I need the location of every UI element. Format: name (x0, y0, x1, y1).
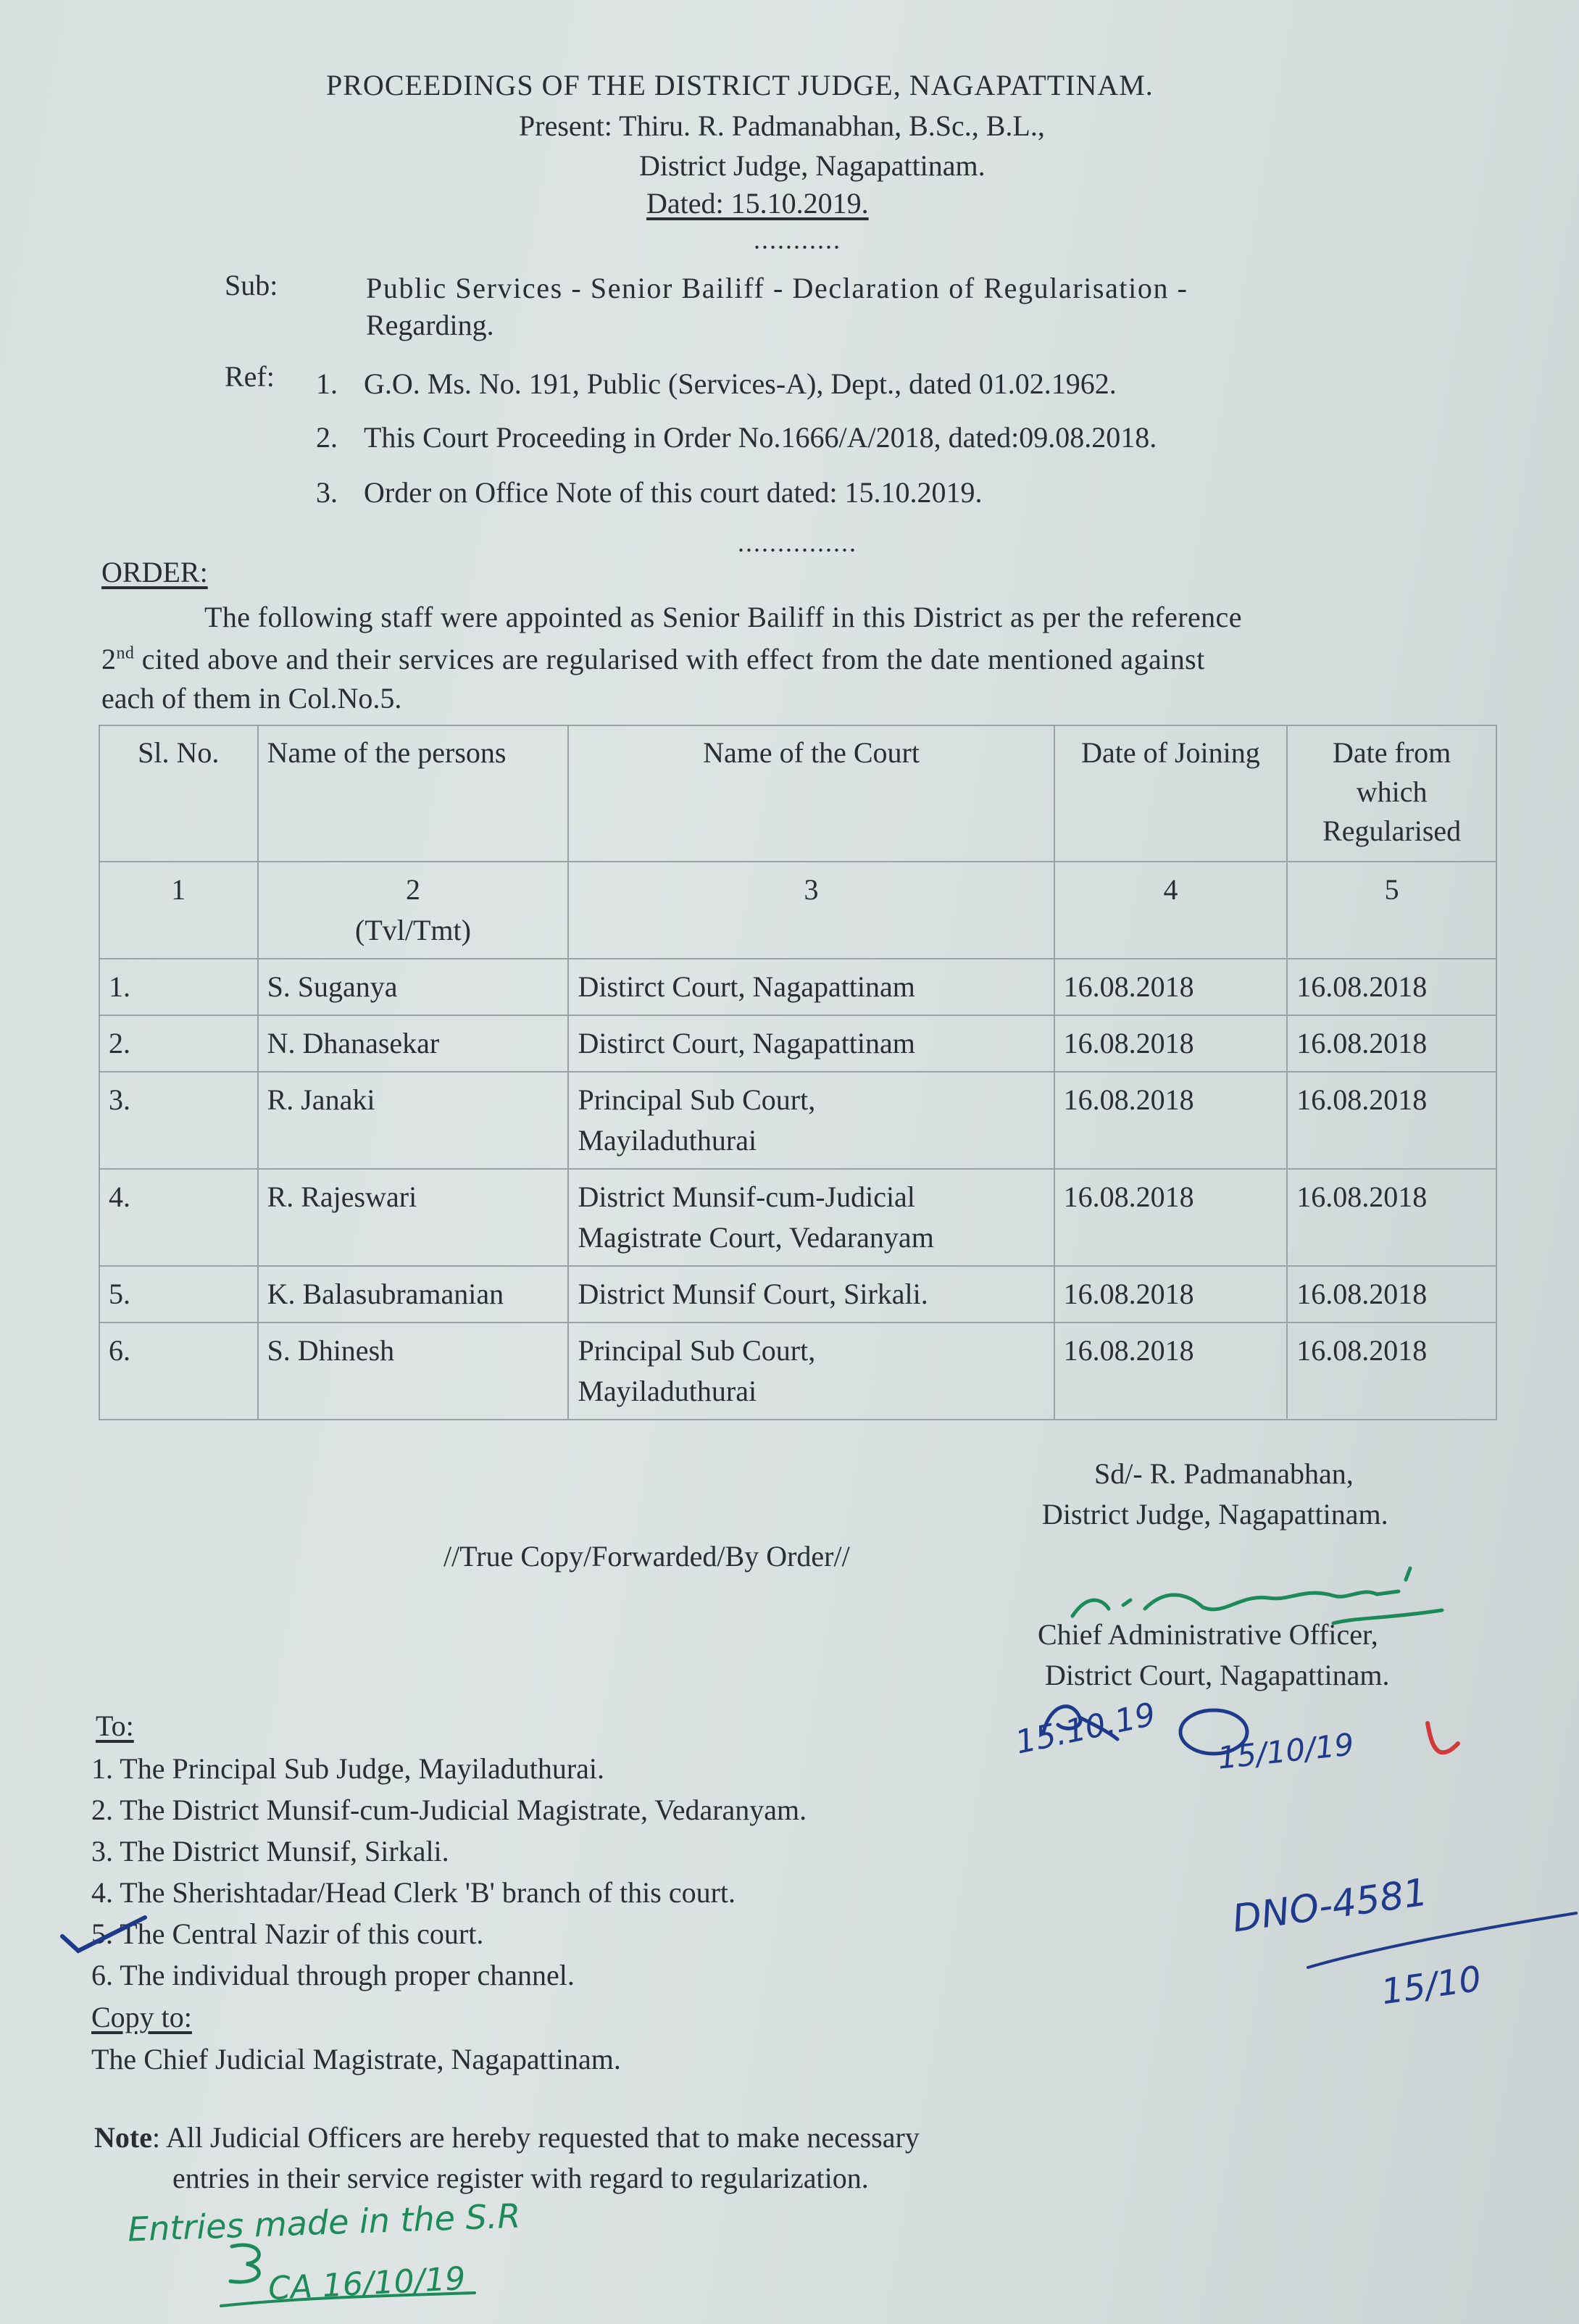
row-joining: 16.08.2018 (1054, 1015, 1288, 1072)
to-heading: To: (96, 1709, 134, 1742)
officer-title: Chief Administrative Officer, (1038, 1618, 1378, 1651)
row-regularised: 16.08.2018 (1287, 1015, 1496, 1072)
list-item: 3. The District Munsif, Sirkali. (91, 1835, 449, 1867)
row-name: K. Balasubramanian (258, 1266, 569, 1323)
row-court-cell (568, 1323, 1054, 1420)
table-header-row (99, 725, 1496, 862)
table-row (99, 1266, 1496, 1323)
row-court: District Munsif Court, Sirkali. (568, 1266, 1054, 1323)
list-item: 5. The Central Nazir of this court. (91, 1917, 484, 1950)
present-line: Present: Thiru. R. Padmanabhan, B.Sc., B.L., (519, 109, 1045, 142)
document-title: PROCEEDINGS OF THE DISTRICT JUDGE, NAGAPATTINAM. (326, 69, 1154, 101)
copy-to-heading: Copy to: (91, 2001, 192, 2033)
handwritten-dno: DNO-4581 (1230, 1870, 1430, 1941)
table-row (99, 1072, 1496, 1169)
row-sl: 5. (99, 1266, 258, 1323)
reference-1-text: G.O. Ms. No. 191, Public (Services-A), Dept., dated 01.02.1962. (364, 367, 1117, 400)
row-court-line-1: Principal Sub Court, (578, 1334, 816, 1367)
table-column-number-row (99, 862, 1496, 959)
handwritten-entries-line-1: Entries made in the S.R (127, 2196, 522, 2249)
list-item: 1. The Principal Sub Judge, Mayiladuthurai. (91, 1752, 605, 1785)
table-row (99, 959, 1496, 1015)
list-item: 2. The District Munsif-cum-Judicial Magistrate, Vedaranyam. (91, 1794, 807, 1826)
designation-line: District Judge, Nagapattinam. (639, 149, 986, 182)
row-court: Distirct Court, Nagapattinam (568, 1015, 1054, 1072)
order-line-2 (101, 642, 1205, 676)
reference-3-text: Order on Office Note of this court dated: 15.10.2019. (364, 476, 983, 509)
row-sl: 2. (99, 1015, 258, 1072)
row-court-line-2: Mayiladuthurai (578, 1124, 757, 1157)
note-label: Note (94, 2121, 152, 2154)
row-joining: 16.08.2018 (1054, 1072, 1288, 1169)
row-name: R. Janaki (258, 1072, 569, 1169)
row-joining: 16.08.2018 (1054, 1323, 1288, 1420)
green-underline-stroke (217, 2290, 478, 2312)
separator-dots: ........... (754, 225, 841, 254)
row-regularised: 16.08.2018 (1287, 1266, 1496, 1323)
row-name: R. Rajeswari (258, 1169, 569, 1266)
row-sl: 6. (99, 1323, 258, 1420)
col-number-2-cell (258, 862, 569, 959)
list-item: 4. The Sherishtadar/Head Clerk 'B' branch of this court. (91, 1876, 736, 1909)
separator-dots-2: ............... (738, 528, 857, 557)
list-item: 6. The individual through proper channel. (91, 1959, 575, 1991)
row-joining: 16.08.2018 (1054, 959, 1288, 1015)
order-line-2-text: cited above and their services are regularised with effect from the date mentioned against (134, 643, 1205, 675)
header-sl-no: Sl. No. (99, 725, 258, 862)
reference-2-text: This Court Proceeding in Order No.1666/A/2018, dated:09.08.2018. (364, 421, 1157, 454)
initial-scribble (1036, 1696, 1123, 1746)
signature-sd: Sd/- R. Padmanabhan, (1094, 1457, 1354, 1490)
row-court-cell (568, 1169, 1054, 1266)
note-text: : All Judicial Officers are hereby requested that to make necessary (151, 2121, 920, 2154)
note-line-1 (94, 2120, 920, 2154)
col-number-1: 1 (99, 862, 258, 959)
row-name: N. Dhanasekar (258, 1015, 569, 1072)
row-court: Distirct Court, Nagapattinam (568, 959, 1054, 1015)
order-heading: ORDER: (101, 556, 208, 588)
ordinal-suffix: nd (116, 644, 135, 663)
subject-label: Sub: (225, 269, 278, 301)
staff-table (99, 725, 1497, 1420)
row-court-line-1: Principal Sub Court, (578, 1083, 816, 1116)
table-row (99, 1323, 1496, 1420)
row-regularised: 16.08.2018 (1287, 1323, 1496, 1420)
reference-label: Ref: (225, 360, 275, 393)
row-name: S. Dhinesh (258, 1323, 569, 1420)
handwritten-dno-date: 15/10 (1378, 1958, 1484, 2013)
subject-line-1: Public Services - Senior Bailiff - Declaration of Regularisation - (366, 272, 1188, 304)
row-regularised: 16.08.2018 (1287, 1169, 1496, 1266)
col-number-4: 4 (1054, 862, 1288, 959)
row-court-line-1: District Munsif-cum-Judicial (578, 1180, 915, 1213)
row-regularised: 16.08.2018 (1287, 959, 1496, 1015)
header-name: Name of the persons (258, 725, 569, 862)
col-number-3: 3 (568, 862, 1054, 959)
order-line-1: The following staff were appointed as Senior Bailiff in this District as per the reference (204, 601, 1242, 633)
signature-designation: District Judge, Nagapattinam. (1042, 1498, 1388, 1530)
red-tick-mark (1420, 1717, 1464, 1761)
dated-line: Dated: 15.10.2019. (646, 187, 869, 220)
row-joining: 16.08.2018 (1054, 1266, 1288, 1323)
handwritten-date-short: 15/10/19 (1215, 1726, 1356, 1776)
reference-3-number: 3. (316, 476, 338, 509)
row-court-line-2: Magistrate Court, Vedaranyam (578, 1221, 934, 1254)
handwritten-entries-line-2: CA 16/10/19 (267, 2260, 467, 2308)
officer-office: District Court, Nagapattinam. (1045, 1659, 1390, 1691)
col-2-note: (Tvl/Tmt) (355, 914, 471, 946)
header-regularised: Date from which Regularised (1287, 725, 1496, 862)
copy-to-text: The Chief Judicial Magistrate, Nagapattinam. (91, 2043, 621, 2075)
header-court: Name of the Court (568, 725, 1054, 862)
note-line-2: entries in their service register with regard to regularization. (172, 2162, 869, 2194)
row-sl: 3. (99, 1072, 258, 1169)
check-mark-icon (58, 1913, 152, 1957)
handwritten-date-initial: 15.10.19 (1012, 1696, 1159, 1762)
table-row (99, 1015, 1496, 1072)
header-joining: Date of Joining (1054, 725, 1288, 862)
row-sl: 1. (99, 959, 258, 1015)
row-court-line-2: Mayiladuthurai (578, 1375, 757, 1407)
table-row (99, 1169, 1496, 1266)
reference-ordinal: 2 (101, 643, 117, 675)
row-name: S. Suganya (258, 959, 569, 1015)
row-joining: 16.08.2018 (1054, 1169, 1288, 1266)
subject-line-2: Regarding. (366, 309, 494, 341)
reference-2-number: 2. (316, 421, 338, 454)
row-court-cell (568, 1072, 1054, 1169)
col-number-5: 5 (1287, 862, 1496, 959)
reference-1-number: 1. (316, 367, 338, 400)
row-sl: 4. (99, 1169, 258, 1266)
row-regularised: 16.08.2018 (1287, 1072, 1496, 1169)
order-line-3: each of them in Col.No.5. (101, 682, 402, 715)
true-copy-line: //True Copy/Forwarded/By Order// (443, 1540, 850, 1573)
recipient-list (91, 1748, 807, 1996)
col-number-2: 2 (406, 873, 420, 906)
